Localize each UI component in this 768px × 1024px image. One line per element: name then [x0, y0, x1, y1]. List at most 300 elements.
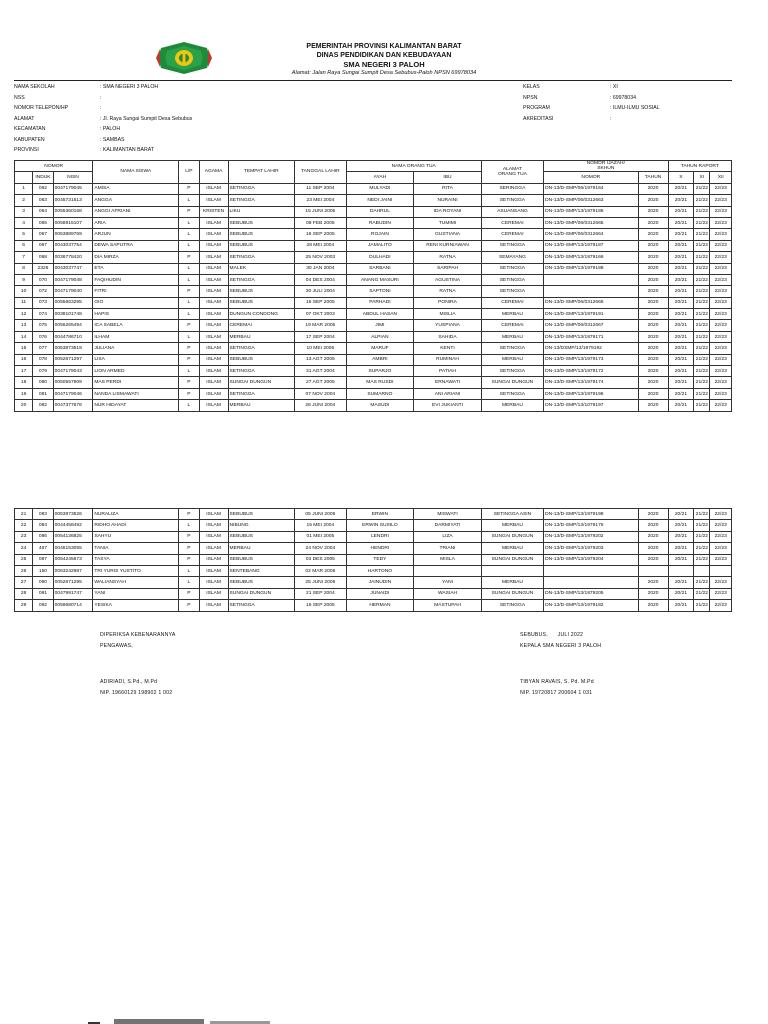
- table-cell: 20/21: [668, 297, 694, 308]
- table-cell: 062: [33, 183, 53, 194]
- table-cell: NANDA LISMAWATI: [93, 388, 179, 399]
- table-cell: 079: [33, 366, 53, 377]
- table-cell: RATNA: [414, 286, 482, 297]
- table-cell: SETINGGA: [481, 274, 543, 285]
- table-cell: LIKU: [228, 206, 295, 217]
- table-cell: ISLAM: [199, 354, 228, 365]
- th-raport-xii: XII: [710, 172, 732, 183]
- table-cell: MAS PERDI: [93, 377, 179, 388]
- table-cell: 0043037754: [53, 240, 93, 251]
- table-cell: ANGGA: [93, 195, 179, 206]
- table-cell: 21/22: [694, 531, 710, 542]
- table-cell: SETINGGA: [481, 343, 543, 354]
- table-cell: 21/22: [694, 206, 710, 217]
- table-cell: SEBUBUS: [228, 240, 295, 251]
- table-cell: 2020: [638, 343, 668, 354]
- table-cell: 22/23: [710, 366, 732, 377]
- th-nama-ortu: NAMA ORANG TUA: [346, 161, 481, 172]
- table-cell: L: [179, 400, 199, 411]
- table-cell: ANI ARIANI: [414, 388, 482, 399]
- table-cell: 6: [15, 240, 33, 251]
- table-cell: JULIANA: [93, 343, 179, 354]
- info-value: : ILMU-ILMU SOSIAL: [610, 105, 660, 111]
- table-cell: 0052671297: [53, 354, 93, 365]
- table-cell: P: [179, 600, 199, 611]
- table-cell: 091: [33, 588, 53, 599]
- table-row: [15, 183, 732, 194]
- table-cell: 1: [15, 183, 33, 194]
- table-cell: EVI JUKIANTI: [414, 400, 482, 411]
- table-cell: 072: [33, 286, 53, 297]
- table-cell: ASUANSANG: [481, 206, 543, 217]
- table-cell: TANIA: [93, 543, 179, 554]
- table-cell: DN-13/D-SMP/06/0312663: [544, 195, 638, 206]
- table-cell: AMBRI: [346, 354, 414, 365]
- table-cell: 15: [15, 343, 33, 354]
- table-cell: SEBUBUS: [228, 554, 295, 565]
- table-cell: CEREMAI: [481, 229, 543, 240]
- table-cell: MARUF: [346, 343, 414, 354]
- table-cell: ISLAM: [199, 377, 228, 388]
- info-label: NPSN: [523, 94, 538, 101]
- table-cell: 20/21: [668, 263, 694, 274]
- th-induk: INDUK: [33, 172, 53, 183]
- table-cell: 4: [15, 217, 33, 228]
- table-cell: 2020: [638, 263, 668, 274]
- table-cell: 082: [33, 400, 53, 411]
- table-cell: L: [179, 274, 199, 285]
- table-cell: RITA: [414, 183, 482, 194]
- table-cell: 22/23: [710, 388, 732, 399]
- sig-left-nip: NIP. 19660129 198902 1 002: [100, 690, 173, 696]
- table-cell: SEBUBUS: [228, 354, 295, 365]
- table-row: [15, 543, 732, 554]
- table-cell: DN-13/D-SMP/13/1979198: [544, 509, 638, 520]
- table-cell: MERBAU: [481, 354, 543, 365]
- table-cell: SETINGGA ASIN: [481, 509, 543, 520]
- table-cell: SUPARJO: [346, 366, 414, 377]
- table-cell: 2020: [638, 543, 668, 554]
- table-cell: 2020: [638, 531, 668, 542]
- table-cell: 20/21: [668, 206, 694, 217]
- table-cell: 20/21: [668, 286, 694, 297]
- header-government: PEMERINTAH PROVINSI KALIMANTAN BARAT: [306, 43, 462, 50]
- table-cell: 22/23: [710, 588, 732, 599]
- table-cell: ISLAM: [199, 240, 228, 251]
- table-cell: 20/21: [668, 331, 694, 342]
- table-cell: ISLAM: [199, 309, 228, 320]
- table-cell: [668, 565, 694, 576]
- table-cell: ISLAM: [199, 229, 228, 240]
- table-row: [15, 388, 732, 399]
- table-cell: SAHIDA: [414, 331, 482, 342]
- th-ijazah-tahun: TAHUN: [638, 172, 668, 183]
- table-cell: 02 MAR 2005: [295, 565, 347, 576]
- table-cell: ANANG MASURI: [346, 274, 414, 285]
- table-cell: ISLAM: [199, 263, 228, 274]
- table-cell: ILHAM: [93, 331, 179, 342]
- table-cell: 22/23: [710, 531, 732, 542]
- table-cell: ISLAM: [199, 531, 228, 542]
- table-cell: 22/23: [710, 320, 732, 331]
- table-cell: 22/23: [710, 195, 732, 206]
- table-cell: P: [179, 183, 199, 194]
- table-cell: P: [179, 531, 199, 542]
- table-row: [15, 263, 732, 274]
- table-row: [15, 354, 732, 365]
- table-cell: ISLAM: [199, 252, 228, 263]
- table-cell: 2020: [638, 509, 668, 520]
- table-cell: ISLAM: [199, 554, 228, 565]
- table-cell: 2020: [638, 217, 668, 228]
- table-cell: 07 OKT 2003: [295, 309, 347, 320]
- table-cell: DN-13/D-SMP/13/1979203: [544, 543, 638, 554]
- th-ijazah-line1: NOMOR IJAZAH/: [586, 161, 625, 167]
- table-cell: SEBUBUS: [228, 509, 295, 520]
- table-cell: 2020: [638, 520, 668, 531]
- table-cell: SUNGAI DUNGUN: [228, 588, 295, 599]
- table-cell: 2020: [638, 400, 668, 411]
- info-value: : 69978034: [610, 94, 636, 101]
- table-cell: [638, 565, 668, 576]
- table-cell: 2020: [638, 577, 668, 588]
- table-row: [15, 331, 732, 342]
- table-cell: 20/21: [668, 509, 694, 520]
- table-cell: 19: [15, 388, 33, 399]
- table-cell: 20/21: [668, 388, 694, 399]
- table-cell: 19 MAR 2005: [295, 320, 347, 331]
- info-label: KECAMATAN: [14, 126, 46, 132]
- table-cell: YESIKA: [93, 600, 179, 611]
- table-cell: 22/23: [710, 343, 732, 354]
- table-cell: 13 AGT 2005: [295, 354, 347, 365]
- table-cell: TEDY: [346, 554, 414, 565]
- table-cell: SERINGGA: [481, 183, 543, 194]
- table-cell: 21/22: [694, 240, 710, 251]
- table-cell: ABDUL HASAN: [346, 309, 414, 320]
- table-cell: SUNGAI DUNGUN: [481, 588, 543, 599]
- table-cell: 21/22: [694, 217, 710, 228]
- table-cell: 2020: [638, 588, 668, 599]
- table-cell: 28 MEI 2004: [295, 240, 347, 251]
- table-cell: 0044458492: [53, 520, 93, 531]
- table-cell: 20/21: [668, 183, 694, 194]
- next-page-artifact: [80, 1012, 310, 1024]
- table-cell: 22/23: [710, 600, 732, 611]
- table-cell: MASUDI: [346, 400, 414, 411]
- table-cell: DN-13/D-SMP/13/1079197: [544, 400, 638, 411]
- table-cell: 0063242987: [53, 565, 93, 576]
- table-cell: DIA MIRZA: [93, 252, 179, 263]
- table-cell: 22: [15, 520, 33, 531]
- table-cell: ERWIN: [346, 509, 414, 520]
- table-cell: 25: [15, 554, 33, 565]
- table-cell: NURAINI: [414, 195, 482, 206]
- table-cell: 21/22: [694, 366, 710, 377]
- table-cell: 22/23: [710, 577, 732, 588]
- table-cell: 03 DES 2005: [295, 554, 347, 565]
- table-cell: DN-13/D-SMP/06/0312665: [544, 217, 638, 228]
- table-cell: 31 AGT 2004: [295, 366, 347, 377]
- student-rows-part2: [15, 509, 732, 612]
- table-cell: 22/23: [710, 520, 732, 531]
- table-cell: DN-13/D-SMP/13/1979188: [544, 263, 638, 274]
- table-cell: ISLAM: [199, 543, 228, 554]
- table-cell: 23 MEI 2004: [295, 195, 347, 206]
- table-cell: JUNAIDI: [346, 588, 414, 599]
- table-cell: 22/23: [710, 331, 732, 342]
- table-cell: 17 SEP 2004: [295, 331, 347, 342]
- table-cell: SETINGGA: [228, 343, 295, 354]
- table-cell: [414, 565, 482, 576]
- table-cell: 13: [15, 320, 33, 331]
- table-cell: 22/23: [710, 543, 732, 554]
- th-alamat-ortu-line1: ALAMAT: [502, 166, 523, 172]
- table-cell: P: [179, 588, 199, 599]
- table-cell: 20/21: [668, 600, 694, 611]
- table-cell: 21/22: [694, 320, 710, 331]
- table-cell: DN-13/D-SMP/06/0312667: [544, 320, 638, 331]
- info-label: AKREDITASI: [523, 115, 554, 122]
- table-cell: [544, 286, 638, 297]
- table-cell: 21/22: [694, 252, 710, 263]
- table-cell: RUMINAH: [414, 354, 482, 365]
- table-cell: 0043037747: [53, 263, 93, 274]
- table-cell: L: [179, 331, 199, 342]
- table-cell: 2326: [33, 263, 53, 274]
- table-cell: 2020: [638, 554, 668, 565]
- student-rows-part1: [15, 183, 732, 411]
- table-cell: ISLAM: [199, 183, 228, 194]
- table-cell: 20/21: [668, 229, 694, 240]
- table-cell: AMISA: [93, 183, 179, 194]
- table-cell: JAMALITO: [346, 240, 414, 251]
- table-cell: 086: [33, 531, 53, 542]
- table-cell: SETINGGA: [481, 286, 543, 297]
- table-cell: L: [179, 217, 199, 228]
- table-cell: 22/23: [710, 377, 732, 388]
- table-cell: 15 JUNI 2005: [295, 206, 347, 217]
- th-lp: L/P: [179, 161, 199, 184]
- table-cell: 074: [33, 309, 53, 320]
- table-cell: IDA ROYANI: [414, 206, 482, 217]
- table-cell: [544, 565, 638, 576]
- table-cell: 0053873519: [53, 343, 93, 354]
- table-row: [15, 565, 732, 576]
- table-cell: 29: [15, 600, 33, 611]
- table-cell: 21/22: [694, 183, 710, 194]
- table-cell: P: [179, 554, 199, 565]
- th-alamat-ortu: [481, 161, 543, 184]
- table-cell: LISA: [93, 354, 179, 365]
- table-cell: 27: [15, 577, 33, 588]
- table-cell: [544, 274, 638, 285]
- table-cell: MISLIA: [414, 309, 482, 320]
- table-cell: SETINGGA: [228, 366, 295, 377]
- table-cell: GIO: [93, 297, 179, 308]
- sig-right-nip: NIP. 19720817 200604 1 031: [520, 690, 593, 696]
- info-value: : Jl. Raya Sungai Sumpit Desa Sebubus: [100, 115, 193, 122]
- table-cell: 21/22: [694, 229, 710, 240]
- table-cell: [481, 565, 543, 576]
- table-cell: 20/21: [668, 554, 694, 565]
- table-cell: CEREMAI: [481, 217, 543, 228]
- table-cell: 2020: [638, 274, 668, 285]
- table-cell: DN-13/D-SMP/13/1979173: [544, 354, 638, 365]
- table-cell: 21/22: [694, 263, 710, 274]
- table-cell: P: [179, 286, 199, 297]
- table-cell: PATIAH: [414, 366, 482, 377]
- table-cell: 20/21: [668, 354, 694, 365]
- table-cell: L: [179, 195, 199, 206]
- table-cell: 16 SEP 2005: [295, 229, 347, 240]
- table-cell: 22/23: [710, 240, 732, 251]
- table-cell: 068: [33, 252, 53, 263]
- table-cell: 22/23: [710, 252, 732, 263]
- table-row: [15, 366, 732, 377]
- th-raport-x: X: [668, 172, 694, 183]
- table-cell: 20/21: [668, 240, 694, 251]
- table-row: [15, 206, 732, 217]
- table-cell: 28: [15, 588, 33, 599]
- table-cell: 076: [33, 331, 53, 342]
- table-cell: ROJAIN: [346, 229, 414, 240]
- table-cell: 0056265494: [53, 320, 93, 331]
- table-cell: ANGGI AFRIANI: [93, 206, 179, 217]
- table-cell: 063: [33, 195, 53, 206]
- table-cell: DARMIYATI: [414, 520, 482, 531]
- table-cell: MERBAU: [481, 331, 543, 342]
- table-cell: L: [179, 297, 199, 308]
- table-cell: SUNGAI DUNGUN: [481, 377, 543, 388]
- table-cell: SETINGGA: [228, 600, 295, 611]
- table-cell: SETINGGA: [481, 195, 543, 206]
- table-row: [15, 309, 732, 320]
- table-cell: 067: [33, 240, 53, 251]
- sig-right-name: TIBYAN RAVAIS, S. Pd. M.Pd: [520, 679, 594, 685]
- table-cell: 14: [15, 331, 33, 342]
- table-cell: 20/21: [668, 588, 694, 599]
- table-cell: 21/22: [694, 274, 710, 285]
- sig-left-name: ADIRIADI, S.Pd., M.Pd: [100, 679, 158, 685]
- table-cell: 7: [15, 252, 33, 263]
- table-cell: DN-13/DSMP/13/1979192: [544, 343, 638, 354]
- table-cell: JIMI: [346, 320, 414, 331]
- table-cell: SETINGGA: [481, 366, 543, 377]
- table-cell: [694, 565, 710, 576]
- table-cell: 21/22: [694, 354, 710, 365]
- table-cell: DN-13/D-SMP/13/1979166: [544, 252, 638, 263]
- table-cell: ARIA: [93, 217, 179, 228]
- info-value: : SMA NEGERI 3 PALOH: [100, 84, 159, 90]
- table-cell: KENTI: [414, 343, 482, 354]
- table-cell: SUMARNO: [346, 388, 414, 399]
- table-cell: 17: [15, 366, 33, 377]
- table-cell: 2020: [638, 183, 668, 194]
- table-cell: P: [179, 206, 199, 217]
- table-cell: L: [179, 229, 199, 240]
- table-cell: 2020: [638, 377, 668, 388]
- table-cell: DN-13/D-SMP/13/1979191: [544, 309, 638, 320]
- table-cell: DN-13/D-SMP/13/1979174: [544, 377, 638, 388]
- table-cell: ARJUN: [93, 229, 179, 240]
- table-cell: ICA SABELA: [93, 320, 179, 331]
- table-cell: 20/21: [668, 343, 694, 354]
- table-cell: SUNGAI DUNGUN: [481, 531, 543, 542]
- th-raport-xi: XI: [694, 172, 710, 183]
- table-cell: RABUDIN: [346, 217, 414, 228]
- th-tanggal-lahir: TANGGAL LAHIR: [295, 161, 347, 184]
- table-cell: 2020: [638, 600, 668, 611]
- table-cell: 21/22: [694, 577, 710, 588]
- table-cell: 21/22: [694, 600, 710, 611]
- table-cell: PARHADI: [346, 297, 414, 308]
- table-cell: 2020: [638, 320, 668, 331]
- table-row: [15, 217, 732, 228]
- info-label: KABUPATEN: [14, 136, 45, 143]
- table-cell: 2020: [638, 240, 668, 251]
- table-cell: AGUSTINA: [414, 274, 482, 285]
- table-cell: 21/22: [694, 543, 710, 554]
- table-cell: P: [179, 388, 199, 399]
- table-row: [15, 320, 732, 331]
- table-row: [15, 577, 732, 588]
- th-agama: AGAMA: [199, 161, 228, 184]
- table-cell: 0047179046: [53, 388, 93, 399]
- table-cell: 070: [33, 274, 53, 285]
- table-cell: SETINGGA: [481, 600, 543, 611]
- table-cell: DN-13/D-SMP/06/1979164: [544, 183, 638, 194]
- table-cell: 11 SEP 2004: [295, 183, 347, 194]
- th-ibu: IBU: [414, 172, 482, 183]
- table-cell: 21/22: [694, 509, 710, 520]
- table-cell: [544, 577, 638, 588]
- table-cell: RENI KURNIAWAN: [414, 240, 482, 251]
- table-cell: WASIAH: [414, 588, 482, 599]
- table-cell: 073: [33, 297, 53, 308]
- table-cell: 21/22: [694, 343, 710, 354]
- table-cell: SUNGAI DUNGUN: [481, 554, 543, 565]
- header-divider: [14, 80, 732, 81]
- table-cell: 21/22: [694, 309, 710, 320]
- table-cell: 2020: [638, 366, 668, 377]
- table-cell: 22/23: [710, 274, 732, 285]
- table-cell: 0054245673: [53, 554, 93, 565]
- th-alamat-ortu-line2: ORANG TUA: [497, 171, 527, 177]
- table-cell: 26: [15, 565, 33, 576]
- table-cell: NIBUNG: [228, 520, 295, 531]
- table-cell: 0047179048: [53, 274, 93, 285]
- table-cell: MERBAU: [481, 520, 543, 531]
- table-cell: DEWA SAPUTRA: [93, 240, 179, 251]
- table-cell: 2020: [638, 229, 668, 240]
- table-row: [15, 240, 732, 251]
- table-cell: 21/22: [694, 554, 710, 565]
- info-label: KELAS: [523, 84, 540, 90]
- table-cell: 2020: [638, 195, 668, 206]
- th-ijazah-nomor: NOMOR: [544, 172, 638, 183]
- info-value: : SAMBAS: [100, 136, 125, 143]
- table-row: [15, 195, 732, 206]
- table-row: [15, 274, 732, 285]
- table-cell: SEBUBUS: [228, 577, 295, 588]
- table-cell: 22/23: [710, 554, 732, 565]
- table-cell: 150: [33, 565, 53, 576]
- header-address: Alamat: Jalan Raya Sungai Sumpit Desa Sebubus-Paloh NPSN 69978034: [291, 70, 477, 76]
- table-cell: 2020: [638, 388, 668, 399]
- th-tahun-raport: TAHUN RAPORT: [668, 161, 731, 172]
- table-cell: MAS RUSDI: [346, 377, 414, 388]
